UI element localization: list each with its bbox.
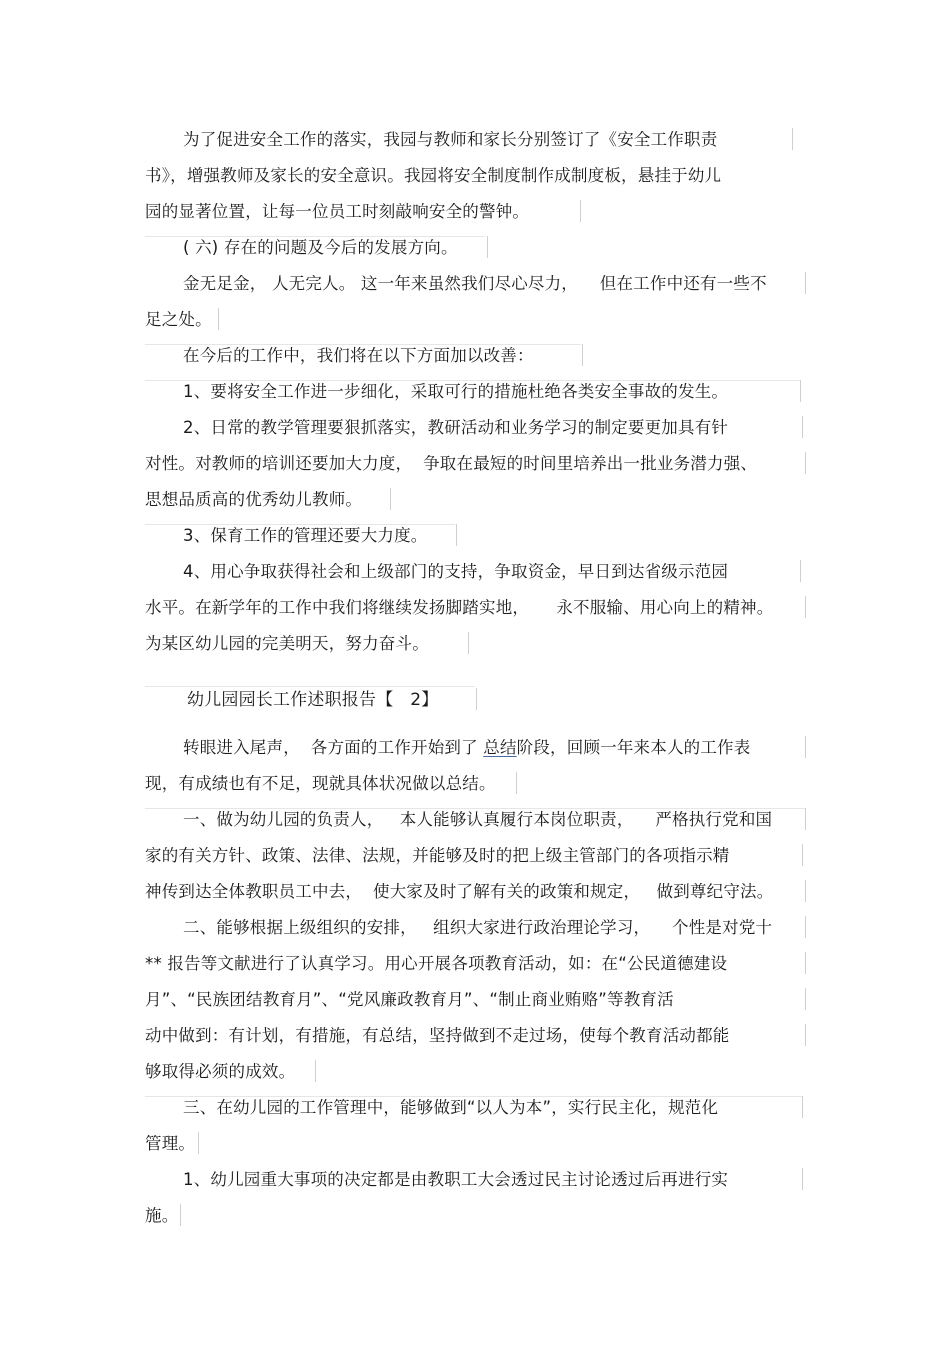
list-item: 2、日常的教学管理要狠抓落实，教研活动和业务学习的制定要更加具有针 (183, 418, 729, 437)
list-item: 1、幼儿园重大事项的决定都是由教职工大会透过民主讨论透过后再进行实 (183, 1170, 729, 1189)
paragraph-line: 思想品质高的优秀幼儿教师。 (145, 490, 363, 509)
rule (802, 1168, 803, 1190)
paragraph-line: 动中做到：有计划，有措施，有总结，坚持做到不走过场，使每个教育活动都能 (145, 1026, 730, 1045)
paragraph-line (183, 737, 750, 759)
rule (487, 236, 488, 258)
paragraph-line: ** 报告等文献进行了认真学习。用心开展各项教育活动，如：在“公民道德建设 (145, 954, 728, 973)
rule (802, 416, 803, 438)
rule (218, 308, 219, 330)
list-item: 3、保育工作的管理还要大力度。 (183, 526, 428, 545)
paragraph-line: 现，有成绩也有不足，现就具体状况做以总结。 (145, 774, 496, 793)
paragraph-line: 够取得必须的成效。 (145, 1062, 296, 1081)
rule (145, 686, 475, 687)
list-item: 4、用心争取获得社会和上级部门的支持，争取资金，早日到达省级示范园 (183, 562, 729, 581)
paragraph-line: 园的显著位置，让每一位员工时刻敲响安全的警钟。 (145, 202, 530, 221)
summary-link[interactable]: 总结 (483, 738, 517, 757)
paragraph-line: 月”、“民族团结教育月”、“党风廉政教育月”、“制止商业贿赂”等教育活 (145, 990, 674, 1009)
rule (805, 808, 806, 830)
paragraph-line: 为了促进安全工作的落实，我园与教师和家长分别签订了《安全工作职责 (183, 130, 718, 149)
rule (580, 200, 581, 222)
rule (516, 772, 517, 794)
paragraph-line: 金无足金， 人无完人。 这一年来虽然我们尽心尽力， 但在工作中还有一些不 (183, 274, 767, 293)
section-heading: ( 六) 存在的问题及今后的发展方向。 (183, 238, 458, 257)
rule (198, 1132, 199, 1154)
paragraph-line: 在今后的工作中，我们将在以下方面加以改善： (183, 346, 534, 365)
rule (802, 1096, 803, 1118)
rule (805, 596, 806, 618)
rule (456, 524, 457, 546)
paragraph-line: 施。 (145, 1206, 179, 1225)
paragraph-line: 三、在幼儿园的工作管理中，能够做到“以人为本”，实行民主化，规范化 (183, 1098, 719, 1117)
rule (800, 380, 801, 402)
text-span: 阶段，回顾一年来本人的工作表 (516, 738, 751, 757)
rule (582, 344, 583, 366)
paragraph-line: 足之处。 (145, 310, 212, 329)
rule (805, 1024, 806, 1046)
rule (805, 916, 806, 938)
paragraph-line: 书》，增强教师及家长的安全意识。我园将安全制度制作成制度板，悬挂于幼儿 (145, 166, 722, 185)
rule (180, 1204, 181, 1226)
paragraph-line: 管理。 (145, 1134, 196, 1153)
rule (468, 632, 469, 654)
rule (805, 988, 806, 1010)
rule (315, 1060, 316, 1082)
paragraph-line: 水平。在新学年的工作中我们将继续发扬脚踏实地， 永不服输、用心向上的精神。 (145, 598, 774, 617)
rule (805, 736, 806, 758)
rule (800, 560, 801, 582)
rule (802, 844, 803, 866)
rule (476, 688, 477, 710)
paragraph-line: 对性。对教师的培训还要加大力度， 争取在最短的时间里培养出一批业务潜力强、 (145, 454, 758, 473)
rule (805, 880, 806, 902)
text-span: 转眼进入尾声， 各方面的工作开始到了 (183, 738, 478, 757)
paragraph-line: 家的有关方针、政策、法律、法规，并能够及时的把上级主管部门的各项指示精 (145, 846, 730, 865)
paragraph-line: 一、做为幼儿园的负责人， 本人能够认真履行本岗位职责， 严格执行党和国 (183, 810, 773, 829)
paragraph-line: 为某区幼儿园的完美明天，努力奋斗。 (145, 634, 429, 653)
rule (390, 488, 391, 510)
paragraph-line: 神传到达全体教职员工中去， 使大家及时了解有关的政策和规定， 做到尊纪守法。 (145, 882, 774, 901)
rule (792, 128, 793, 150)
report-title: 幼儿园园长工作述职报告【 2】 (187, 690, 439, 710)
rule (805, 272, 806, 294)
rule (805, 952, 806, 974)
list-item: 1、要将安全工作进一步细化，采取可行的措施杜绝各类安全事故的发生。 (183, 382, 729, 401)
paragraph-line: 二、能够根据上级组织的安排， 组织大家进行政治理论学习， 个性是对党十 (183, 918, 773, 937)
rule (805, 452, 806, 474)
